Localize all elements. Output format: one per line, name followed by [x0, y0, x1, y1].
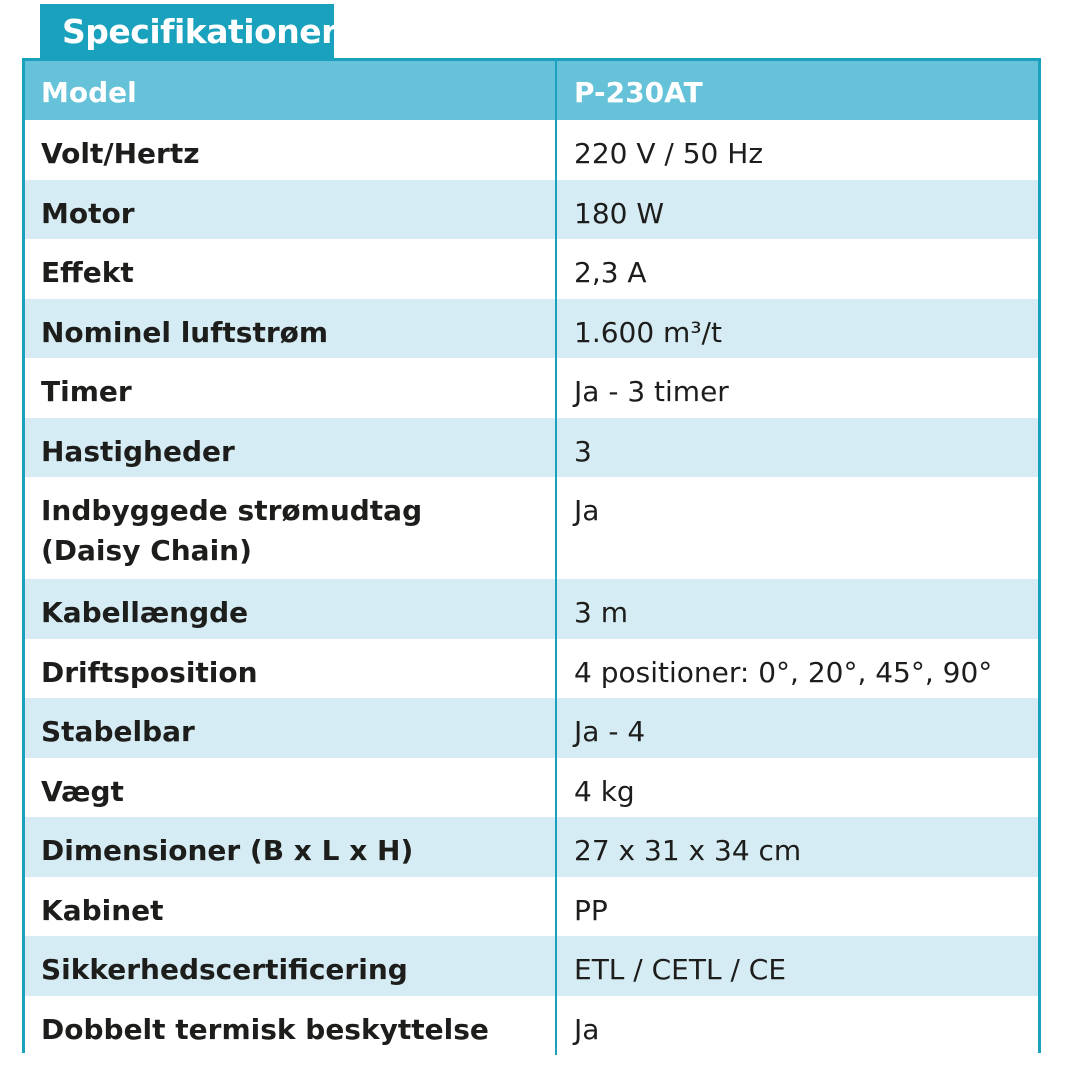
table-row	[25, 817, 1038, 877]
spec-value: 4 positioner: 0°, 20°, 45°, 90°	[574, 655, 993, 689]
spec-label: Kabinet	[25, 877, 557, 937]
table-row	[25, 639, 1038, 699]
header-label-cell: Model	[25, 61, 557, 120]
spec-label: Nominel luftstrøm	[25, 299, 557, 359]
spec-value: 3	[574, 434, 592, 468]
spec-label: Dobbelt termisk beskyttelse	[25, 996, 557, 1056]
spec-value: Ja - 4	[574, 715, 646, 748]
spec-label: Stabelbar	[25, 698, 557, 758]
header-value-cell: P-230AT	[574, 76, 703, 109]
spec-value: Ja	[574, 494, 600, 527]
spec-value: 3 m	[574, 596, 628, 629]
specifications-table	[22, 58, 1041, 1053]
spec-value: ETL / CETL / CE	[574, 953, 787, 986]
spec-label: Vægt	[25, 758, 557, 818]
spec-label: Kabellængde	[25, 579, 557, 639]
spec-value: Ja	[574, 1012, 600, 1046]
spec-value: 4 kg	[574, 774, 635, 808]
spec-value: 2,3 A	[574, 256, 647, 289]
spec-value: 27 x 31 x 34 cm	[574, 834, 802, 867]
spec-value: 1.600 m³/t	[574, 315, 722, 349]
table-row	[25, 579, 1038, 639]
table-row	[25, 996, 1038, 1056]
table-row	[25, 180, 1038, 240]
table-row	[25, 120, 1038, 180]
spec-label: Driftsposition	[25, 639, 557, 699]
spec-label: Hastigheder	[25, 418, 557, 478]
spec-value: 220 V / 50 Hz	[574, 137, 764, 170]
table-row	[25, 239, 1038, 299]
spec-label: Effekt	[25, 239, 557, 299]
spec-value: 180 W	[574, 196, 665, 230]
table-row	[25, 358, 1038, 418]
spec-label	[25, 477, 557, 579]
spec-label: Timer	[25, 358, 557, 418]
table-row	[25, 758, 1038, 818]
section-title-tab: Specifikationer	[40, 4, 334, 60]
spec-label-line-1: Indbyggede strømudtag	[41, 494, 423, 527]
spec-value: PP	[574, 893, 608, 927]
table-row	[25, 877, 1038, 937]
spec-label: Volt/Hertz	[25, 120, 557, 180]
spec-label: Motor	[25, 180, 557, 240]
spec-value: Ja - 3 timer	[574, 375, 729, 408]
spec-label: Dimensioner (B x L x H)	[25, 817, 557, 877]
table-header-row	[25, 61, 1038, 120]
table-row	[25, 299, 1038, 359]
table-row	[25, 936, 1038, 996]
spec-label-line-2: (Daisy Chain)	[41, 534, 252, 567]
table-row	[25, 698, 1038, 758]
table-row	[25, 418, 1038, 478]
spec-label: Sikkerhedscertificering	[25, 936, 557, 996]
table-row	[25, 477, 1038, 579]
